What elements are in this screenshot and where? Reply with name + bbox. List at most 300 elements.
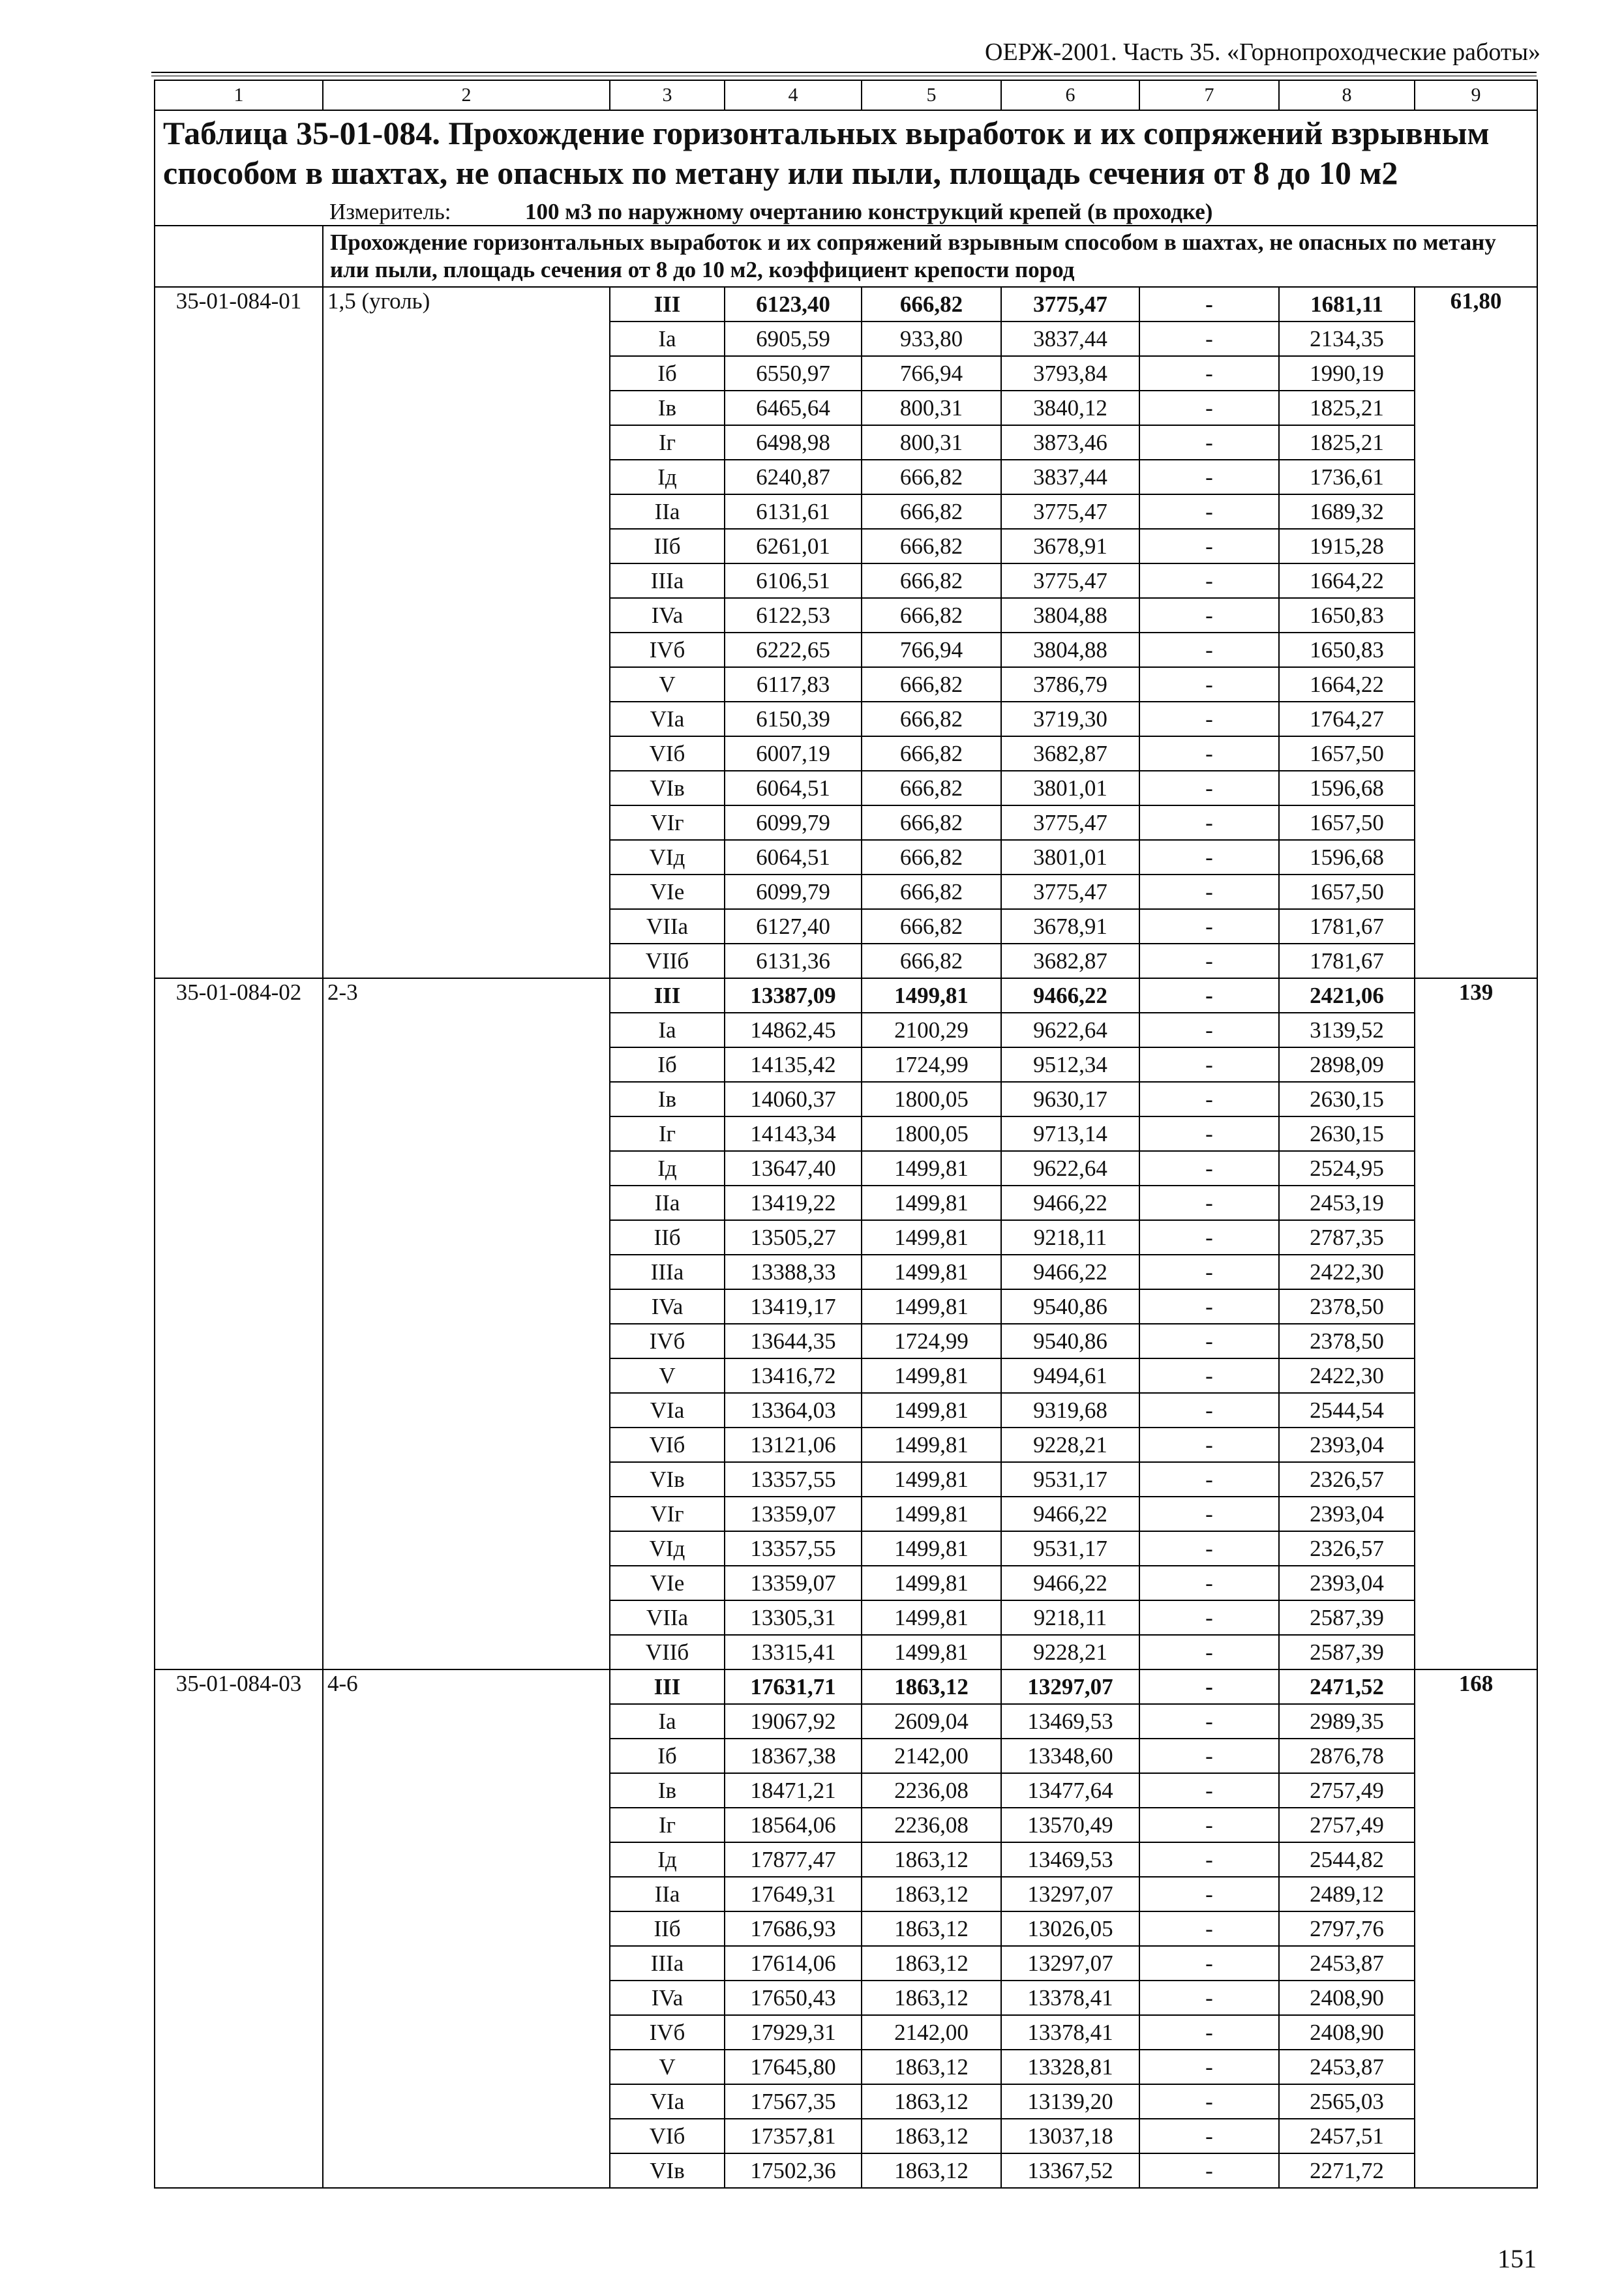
value-cell: - [1139, 2119, 1279, 2153]
value-cell: 2587,39 [1279, 1635, 1415, 1669]
value-cell: - [1139, 840, 1279, 875]
value-cell: 6465,64 [725, 391, 862, 425]
zone-code: IIa [610, 1877, 725, 1911]
value-cell: 1657,50 [1279, 736, 1415, 771]
value-cell: 666,82 [862, 909, 1001, 944]
column-number: 6 [1001, 80, 1139, 110]
column-number: 1 [155, 80, 323, 110]
value-cell: 1825,21 [1279, 425, 1415, 460]
zone-code: Iг [610, 1116, 725, 1151]
value-cell: - [1139, 598, 1279, 633]
value-cell: 1863,12 [862, 1842, 1001, 1877]
value-cell: - [1139, 667, 1279, 702]
value-cell: - [1139, 425, 1279, 460]
value-cell: - [1139, 1946, 1279, 1981]
column-number: 8 [1279, 80, 1415, 110]
value-cell: 3837,44 [1001, 460, 1139, 494]
value-cell: 2524,95 [1279, 1151, 1415, 1186]
value-cell: 2236,08 [862, 1808, 1001, 1842]
value-cell: 1825,21 [1279, 391, 1415, 425]
zone-code: IIIa [610, 563, 725, 598]
zone-code: V [610, 667, 725, 702]
value-cell: - [1139, 1877, 1279, 1911]
value-cell: 2100,29 [862, 1013, 1001, 1047]
value-cell: - [1139, 1462, 1279, 1497]
value-cell: 1863,12 [862, 2153, 1001, 2188]
value-cell: 13644,35 [725, 1324, 862, 1358]
value-cell: 9218,11 [1001, 1220, 1139, 1255]
value-cell: 6007,19 [725, 736, 862, 771]
column-number: 3 [610, 80, 725, 110]
value-cell: 3775,47 [1001, 805, 1139, 840]
value-cell: 1863,12 [862, 2084, 1001, 2119]
zone-code: IIб [610, 1911, 725, 1946]
zone-code: IVб [610, 1324, 725, 1358]
value-cell: 666,82 [862, 771, 1001, 805]
value-cell: 2393,04 [1279, 1497, 1415, 1531]
value-cell: 800,31 [862, 391, 1001, 425]
zone-code: IIIa [610, 1946, 725, 1981]
value-cell: 17645,80 [725, 2050, 862, 2084]
value-cell: 13357,55 [725, 1462, 862, 1497]
value-cell: 13419,17 [725, 1289, 862, 1324]
zone-code: VIд [610, 1531, 725, 1566]
zone-code: Iд [610, 460, 725, 494]
value-cell: 13037,18 [1001, 2119, 1139, 2153]
value-cell: 13297,07 [1001, 1877, 1139, 1911]
value-cell: 17614,06 [725, 1946, 862, 1981]
value-cell: 9466,22 [1001, 978, 1139, 1013]
value-cell: - [1139, 2015, 1279, 2050]
value-cell: - [1139, 1566, 1279, 1600]
value-cell: 13647,40 [725, 1151, 862, 1186]
value-cell: 1800,05 [862, 1082, 1001, 1116]
value-cell: 2142,00 [862, 2015, 1001, 2050]
value-cell: 666,82 [862, 805, 1001, 840]
value-cell: 2422,30 [1279, 1358, 1415, 1393]
value-cell: 1499,81 [862, 1358, 1001, 1393]
value-cell: 3804,88 [1001, 598, 1139, 633]
value-cell: 666,82 [862, 840, 1001, 875]
column-number: 7 [1139, 80, 1279, 110]
value-cell: 1781,67 [1279, 909, 1415, 944]
value-cell: 3793,84 [1001, 356, 1139, 391]
value-cell: 9531,17 [1001, 1462, 1139, 1497]
value-cell: 17567,35 [725, 2084, 862, 2119]
zone-code: IIб [610, 1220, 725, 1255]
page-number: 151 [1497, 2244, 1537, 2273]
value-cell: 3775,47 [1001, 287, 1139, 322]
table-title: Таблица 35-01-084. Прохождение горизонтальных выработок и их сопряжений взрывным способом в шахтах, не опасных по метану или пыли, площадь сечения от 8 до 10 м2 [155, 110, 1537, 198]
value-cell: 14060,37 [725, 1082, 862, 1116]
value-cell: 2630,15 [1279, 1082, 1415, 1116]
value-cell: - [1139, 1151, 1279, 1186]
value-cell: 1650,83 [1279, 598, 1415, 633]
value-cell: 666,82 [862, 494, 1001, 529]
zone-code: V [610, 1358, 725, 1393]
value-cell: - [1139, 563, 1279, 598]
value-cell: - [1139, 1289, 1279, 1324]
value-cell: 1499,81 [862, 1289, 1001, 1324]
value-cell: - [1139, 1255, 1279, 1289]
value-cell: 14135,42 [725, 1047, 862, 1082]
value-cell: 19067,92 [725, 1704, 862, 1739]
value-cell: 9622,64 [1001, 1013, 1139, 1047]
value-cell: 1596,68 [1279, 840, 1415, 875]
value-cell: 1499,81 [862, 978, 1001, 1013]
value-cell: 1499,81 [862, 1393, 1001, 1428]
value-cell: 1863,12 [862, 2050, 1001, 2084]
value-cell: 13315,41 [725, 1635, 862, 1669]
column-number: 2 [323, 80, 610, 110]
value-cell: 9540,86 [1001, 1289, 1139, 1324]
zone-code: Iг [610, 1808, 725, 1842]
zone-code: VIIб [610, 1635, 725, 1669]
value-cell: - [1139, 702, 1279, 736]
value-cell: 2797,76 [1279, 1911, 1415, 1946]
value-cell: 666,82 [862, 287, 1001, 322]
value-cell: 13359,07 [725, 1566, 862, 1600]
value-cell: 3801,01 [1001, 771, 1139, 805]
value-cell: 9466,22 [1001, 1566, 1139, 1600]
value-cell: 1863,12 [862, 1946, 1001, 1981]
value-cell: 13297,07 [1001, 1669, 1139, 1704]
rock-hardness: 4-6 [323, 1669, 610, 2188]
description-spacer [155, 226, 323, 287]
zone-code: VIг [610, 805, 725, 840]
value-cell: 6106,51 [725, 563, 862, 598]
value-cell: 13305,31 [725, 1600, 862, 1635]
value-cell: 13469,53 [1001, 1704, 1139, 1739]
value-cell: 9218,11 [1001, 1600, 1139, 1635]
value-cell: 1499,81 [862, 1255, 1001, 1289]
value-cell: - [1139, 1531, 1279, 1566]
value-cell: - [1139, 1911, 1279, 1946]
value-cell: 17650,43 [725, 1981, 862, 2015]
value-cell: - [1139, 633, 1279, 667]
table-row [155, 287, 1537, 322]
value-cell: 1800,05 [862, 1116, 1001, 1151]
value-cell: 3873,46 [1001, 425, 1139, 460]
price-table [154, 80, 1538, 2189]
value-cell: 18564,06 [725, 1808, 862, 1842]
zone-code: Iб [610, 1739, 725, 1773]
value-cell: 666,82 [862, 736, 1001, 771]
value-cell: 1664,22 [1279, 563, 1415, 598]
value-cell: 13570,49 [1001, 1808, 1139, 1842]
value-cell: 13359,07 [725, 1497, 862, 1531]
value-cell: 1657,50 [1279, 875, 1415, 909]
zone-code: Iб [610, 356, 725, 391]
zone-code: VIг [610, 1497, 725, 1531]
zone-code: IVa [610, 1981, 725, 2015]
value-cell: 6064,51 [725, 771, 862, 805]
meter-label: Измеритель: [329, 199, 451, 224]
zone-code: IIIa [610, 1255, 725, 1289]
value-cell: - [1139, 771, 1279, 805]
value-cell: 13348,60 [1001, 1739, 1139, 1773]
value-cell: 3840,12 [1001, 391, 1139, 425]
value-cell: 13416,72 [725, 1358, 862, 1393]
value-cell: 2787,35 [1279, 1220, 1415, 1255]
rate-code: 35-01-084-03 [155, 1669, 323, 2188]
value-cell: 1499,81 [862, 1220, 1001, 1255]
zone-code: Iв [610, 1082, 725, 1116]
value-cell: 9713,14 [1001, 1116, 1139, 1151]
value-cell: 6099,79 [725, 875, 862, 909]
value-cell: - [1139, 460, 1279, 494]
value-cell: 1499,81 [862, 1600, 1001, 1635]
value-cell: 2393,04 [1279, 1428, 1415, 1462]
value-cell: - [1139, 494, 1279, 529]
zone-code: VIa [610, 1393, 725, 1428]
value-cell: 2271,72 [1279, 2153, 1415, 2188]
zone-code: VIa [610, 2084, 725, 2119]
description-row [155, 226, 1537, 287]
zone-code: VIб [610, 736, 725, 771]
value-cell: 1657,50 [1279, 805, 1415, 840]
value-cell: 3804,88 [1001, 633, 1139, 667]
value-cell: 6498,98 [725, 425, 862, 460]
value-cell: - [1139, 1669, 1279, 1704]
meter-value: 100 м3 по наружному очертанию конструкций крепей (в проходке) [525, 199, 1213, 224]
value-cell: - [1139, 529, 1279, 563]
value-cell: 6099,79 [725, 805, 862, 840]
value-cell: 6240,87 [725, 460, 862, 494]
value-cell: 2757,49 [1279, 1808, 1415, 1842]
value-cell: 14862,45 [725, 1013, 862, 1047]
value-cell: 18367,38 [725, 1739, 862, 1773]
value-cell: 13378,41 [1001, 2015, 1139, 2050]
value-cell: 18471,21 [725, 1773, 862, 1808]
value-cell: 3682,87 [1001, 944, 1139, 978]
value-cell: 9622,64 [1001, 1151, 1139, 1186]
value-cell: - [1139, 1842, 1279, 1877]
zone-code: VIe [610, 875, 725, 909]
value-cell: 1863,12 [862, 2119, 1001, 2153]
column-number: 5 [862, 80, 1001, 110]
column-number-row [155, 80, 1537, 110]
value-cell: 6127,40 [725, 909, 862, 944]
value-cell: 666,82 [862, 529, 1001, 563]
zone-code: IIa [610, 1186, 725, 1220]
value-cell: 13419,22 [725, 1186, 862, 1220]
value-cell: 2393,04 [1279, 1566, 1415, 1600]
value-cell: - [1139, 1082, 1279, 1116]
value-cell: - [1139, 1497, 1279, 1531]
value-cell: 2609,04 [862, 1704, 1001, 1739]
value-cell: 6222,65 [725, 633, 862, 667]
zone-code: VIд [610, 840, 725, 875]
value-cell: 3837,44 [1001, 322, 1139, 356]
value-cell: 1990,19 [1279, 356, 1415, 391]
value-cell: 1499,81 [862, 1566, 1001, 1600]
value-cell: 2142,00 [862, 1739, 1001, 1773]
value-cell: 1499,81 [862, 1497, 1001, 1531]
value-cell: - [1139, 356, 1279, 391]
value-cell: - [1139, 1981, 1279, 2015]
zone-code: IVa [610, 1289, 725, 1324]
zone-code: Iд [610, 1842, 725, 1877]
zone-code: VIIб [610, 944, 725, 978]
value-cell: - [1139, 322, 1279, 356]
value-cell: 2471,52 [1279, 1669, 1415, 1704]
value-cell: - [1139, 1773, 1279, 1808]
value-cell: 2453,19 [1279, 1186, 1415, 1220]
value-cell: 2453,87 [1279, 1946, 1415, 1981]
value-cell: 13357,55 [725, 1531, 862, 1566]
zone-code: VIa [610, 702, 725, 736]
value-cell: 2326,57 [1279, 1531, 1415, 1566]
value-cell: 2326,57 [1279, 1462, 1415, 1497]
value-cell: 3801,01 [1001, 840, 1139, 875]
value-cell: 1499,81 [862, 1186, 1001, 1220]
value-cell: 1689,32 [1279, 494, 1415, 529]
zone-code: IIa [610, 494, 725, 529]
value-cell: 2587,39 [1279, 1600, 1415, 1635]
value-cell: 17631,71 [725, 1669, 862, 1704]
zone-code: VIв [610, 771, 725, 805]
table-row [155, 978, 1537, 1013]
value-cell: 1736,61 [1279, 460, 1415, 494]
value-cell: 1863,12 [862, 1911, 1001, 1946]
value-cell: 6905,59 [725, 322, 862, 356]
value-cell: - [1139, 1428, 1279, 1462]
zone-code: IVб [610, 633, 725, 667]
value-cell: - [1139, 1220, 1279, 1255]
value-cell: 13121,06 [725, 1428, 862, 1462]
value-cell: - [1139, 391, 1279, 425]
value-cell: - [1139, 2153, 1279, 2188]
value-cell: 933,80 [862, 322, 1001, 356]
rate-code: 35-01-084-02 [155, 978, 323, 1669]
value-cell: 17502,36 [725, 2153, 862, 2188]
rate-code: 35-01-084-01 [155, 287, 323, 978]
value-cell: - [1139, 978, 1279, 1013]
value-cell: 3719,30 [1001, 702, 1139, 736]
table-row [155, 1669, 1537, 1704]
zone-code: VIв [610, 2153, 725, 2188]
value-cell: 2544,82 [1279, 1842, 1415, 1877]
value-cell: 666,82 [862, 702, 1001, 736]
zone-code: Iв [610, 1773, 725, 1808]
value-cell: 6261,01 [725, 529, 862, 563]
value-cell: 2457,51 [1279, 2119, 1415, 2153]
value-cell: 13328,81 [1001, 2050, 1139, 2084]
column-number: 9 [1415, 80, 1537, 110]
value-cell: 2378,50 [1279, 1324, 1415, 1358]
meter-spacer [155, 198, 323, 226]
meter-cell [323, 198, 1537, 226]
value-cell: 9228,21 [1001, 1635, 1139, 1669]
value-cell: 13026,05 [1001, 1911, 1139, 1946]
value-cell: 3786,79 [1001, 667, 1139, 702]
zone-code: Ia [610, 1013, 725, 1047]
zone-code: III [610, 978, 725, 1013]
value-cell: 9512,34 [1001, 1047, 1139, 1082]
value-cell: - [1139, 1324, 1279, 1358]
value-cell: 1499,81 [862, 1462, 1001, 1497]
value-cell: 666,82 [862, 598, 1001, 633]
value-cell: 2876,78 [1279, 1739, 1415, 1773]
value-cell: 17929,31 [725, 2015, 862, 2050]
value-cell: 6150,39 [725, 702, 862, 736]
zone-code: Iг [610, 425, 725, 460]
value-cell: 3775,47 [1001, 494, 1139, 529]
value-cell: - [1139, 287, 1279, 322]
value-cell: - [1139, 1808, 1279, 1842]
value-cell: - [1139, 2084, 1279, 2119]
value-cell: 9494,61 [1001, 1358, 1139, 1393]
value-cell: 3775,47 [1001, 563, 1139, 598]
zone-code: IVa [610, 598, 725, 633]
value-cell: 9466,22 [1001, 1186, 1139, 1220]
value-cell: 6064,51 [725, 840, 862, 875]
value-cell: 9531,17 [1001, 1531, 1139, 1566]
value-cell: 6550,97 [725, 356, 862, 391]
value-cell: 13387,09 [725, 978, 862, 1013]
value-cell: 800,31 [862, 425, 1001, 460]
value-cell: 2630,15 [1279, 1116, 1415, 1151]
value-cell: - [1139, 1116, 1279, 1151]
col9-value: 61,80 [1415, 287, 1537, 978]
value-cell: 766,94 [862, 633, 1001, 667]
value-cell: - [1139, 736, 1279, 771]
value-cell: 666,82 [862, 563, 1001, 598]
value-cell: - [1139, 2050, 1279, 2084]
value-cell: 1863,12 [862, 1981, 1001, 2015]
value-cell: 13367,52 [1001, 2153, 1139, 2188]
value-cell: 9466,22 [1001, 1497, 1139, 1531]
value-cell: - [1139, 1635, 1279, 1669]
value-cell: 2236,08 [862, 1773, 1001, 1808]
title-row [155, 110, 1537, 198]
zone-code: IIб [610, 529, 725, 563]
value-cell: 3775,47 [1001, 875, 1139, 909]
value-cell: 1781,67 [1279, 944, 1415, 978]
value-cell: - [1139, 805, 1279, 840]
value-cell: 1863,12 [862, 1669, 1001, 1704]
value-cell: - [1139, 1358, 1279, 1393]
value-cell: 2134,35 [1279, 322, 1415, 356]
value-cell: 17877,47 [725, 1842, 862, 1877]
value-cell: 2378,50 [1279, 1289, 1415, 1324]
value-cell: 1596,68 [1279, 771, 1415, 805]
value-cell: 1724,99 [862, 1047, 1001, 1082]
value-cell: 14143,34 [725, 1116, 862, 1151]
zone-code: Iд [610, 1151, 725, 1186]
value-cell: 6131,61 [725, 494, 862, 529]
value-cell: 2898,09 [1279, 1047, 1415, 1082]
value-cell: 13469,53 [1001, 1842, 1139, 1877]
value-cell: 3682,87 [1001, 736, 1139, 771]
column-number: 4 [725, 80, 862, 110]
value-cell: 9228,21 [1001, 1428, 1139, 1462]
value-cell: 13139,20 [1001, 2084, 1139, 2119]
value-cell: - [1139, 1704, 1279, 1739]
zone-code: V [610, 2050, 725, 2084]
zone-code: Ia [610, 1704, 725, 1739]
value-cell: 6122,53 [725, 598, 862, 633]
value-cell: - [1139, 1739, 1279, 1773]
value-cell: 3139,52 [1279, 1013, 1415, 1047]
value-cell: 1681,11 [1279, 287, 1415, 322]
value-cell: 1650,83 [1279, 633, 1415, 667]
value-cell: 13364,03 [725, 1393, 862, 1428]
value-cell: 1863,12 [862, 1877, 1001, 1911]
rock-hardness: 1,5 (уголь) [323, 287, 610, 978]
value-cell: - [1139, 1186, 1279, 1220]
